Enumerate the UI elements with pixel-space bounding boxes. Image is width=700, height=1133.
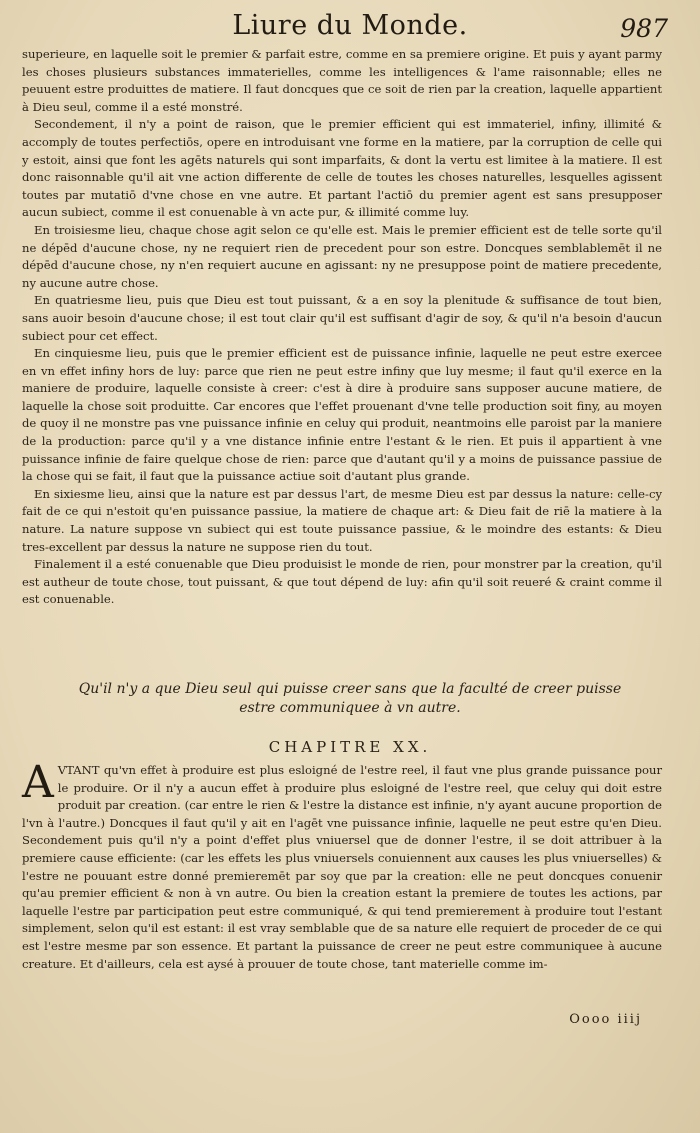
paragraph: En troisiesme lieu, chaque chose agit selon ce qu'elle est. Mais le premier efficient est de telle sorte qu'il ne dépēd d'aucune chose, ny ne requiert rien de precedent pour son estre. Doncques semblablemēt il ne dépēd d'aucune chose, ny n'en requiert aucune en agissant: ny ne presuppose point de matiere precedente, ny aucune autre chose.	[22, 222, 662, 290]
paragraph: En sixiesme lieu, ainsi que la nature est par dessus l'art, de mesme Dieu est par dessus la nature: celle-cy fait de ce qui n'estoit qu'en puissance passiue, la matiere de chaque art: & Dieu fait de riē la matiere à la nature. La nature suppose vn subiect qui est toute puissance passiue, & le moindre des estants: & Dieu tres-excellent par dessus la nature ne suppose rien du tout.	[22, 486, 662, 554]
page-header	[0, 10, 700, 44]
chapter-text	[22, 757, 662, 973]
drop-cap: A	[22, 757, 54, 808]
running-title: Liure du Monde.	[232, 10, 468, 41]
chapter-title: CHAPITRE XX.	[268, 738, 432, 756]
chapter-summary-heading: Qu'il n'y a que Dieu seul qui puisse creer sans que la faculté de creer puisse estre communiquee à vn autre.	[78, 681, 622, 716]
chapter-paragraph: VTANT qu'vn effet à produire est plus esloigné de l'estre reel, il faut vne plus grande puissance pour le produire. Or il n'y a aucun effet à produire plus esloigné de l'estre reel, que celuy qui doit estre produit par creation. (car entre le rien & l'estre la distance est infinie, n'y ayant aucune proportion de l'vn à l'autre.) Doncques il faut qu'il y ait en l'agēt vne puissance infinie, laquelle ne peut estre qu'en Dieu. Secondement puis qu'il n'y a point d'effet plus vniuersel que de donner l'estre, il se doit attribuer à la premiere cause efficiente: (car les effets les plus vniuersels conuiennent aux causes les plus vniuerselles) & l'estre ne pouuant estre donné premieremēt par soy que par la creation: elle ne peut doncques conuenir qu'au premier efficient & non à vn autre. Ou bien la creation estant la premiere de toutes les actions, par laquelle l'estre par participation peut estre communiqué, & qui tend premierement à produire tout l'estant simplement, selon qu'il est estant: il est vray semblable que de sa nature elle requiert de proceder de ce qui est l'estre mesme par son essence. Et partant la puissance de creer ne peut estre communiquee à aucune creature. Et d'ailleurs, cela est aysé à prouuer de toute chose, tant materielle comme im-	[22, 763, 662, 971]
body-text	[22, 46, 662, 609]
page-number: 987	[620, 14, 668, 43]
signature-mark: Oooo iiij	[569, 1012, 642, 1027]
paragraph: Secondement, il n'y a point de raison, que le premier efficient qui est immateriel, infiny, illimité & accomply de toutes perfectiōs, opere en introduisant vne forme en la matiere, par la corruption de celle qui y estoit, ainsi que font les agēts naturels qui sont imparfaits, & dont la vertu est limitee à la matiere. Il est donc raisonnable qu'il ait vne action differente de celle de toutes les choses naturelles, lesquelles agissent toutes par mutatiō d'vne chose en vne autre. Et partant l'actiō du premier agent est sans presupposer aucun subiect, comme il est conuenable à vn acte pur, & illimité comme luy.	[22, 117, 662, 220]
paragraph: En quatriesme lieu, puis que Dieu est tout puissant, & a en soy la plenitude & suffisance de tout bien, sans auoir besoin d'aucune chose; il est tout clair qu'il est suffisant d'agir de soy, & qu'il n'a besoin d'aucun subiect pour cet effect.	[22, 293, 662, 343]
paragraph: Finalement il a esté conuenable que Dieu produisist le monde de rien, pour monstrer par la creation, qu'il est autheur de toute chose, tout puissant, & que tout dépend de luy: afin qu'il soit reueré & craint comme il est conuenable.	[22, 557, 662, 607]
paragraph: En cinquiesme lieu, puis que le premier efficient est de puissance infinie, laquelle ne peut estre exercee en vn effet infiny hors de luy: parce que rien ne peut estre infiny que luy mesme; il faut qu'il exerce en la maniere de produire, laquelle consiste à creer: c'est à dire à produire sans supposer aucune matiere, de laquelle la chose soit produitte. Car encores que l'effet prouenant d'vne telle production soit finy, au moyen de quoy il ne monstre pas vne puissance infinie en celuy qui produit, neantmoins elle paroist par la maniere de la production: parce qu'il y a vne distance infinie entre l'estant & le rien. Et puis il appartient à vne puissance infinie de faire quelque chose de rien: parce que d'autant qu'il y a moins de puissance passiue de la chose qui se fait, il faut que la puissance actiue soit d'autant plus grande.	[22, 346, 662, 484]
paragraph: superieure, en laquelle soit le premier & parfait estre, comme en sa premiere origine. Et puis y ayant parmy les choses plusieurs substances immaterielles, comme les intelligences & l'ame raisonnable; elles ne peuuent estre produittes de matiere. Il faut doncques que ce soit de rien par la creation, laquelle appartient à Dieu seul, comme il a esté monstré.	[22, 47, 662, 114]
